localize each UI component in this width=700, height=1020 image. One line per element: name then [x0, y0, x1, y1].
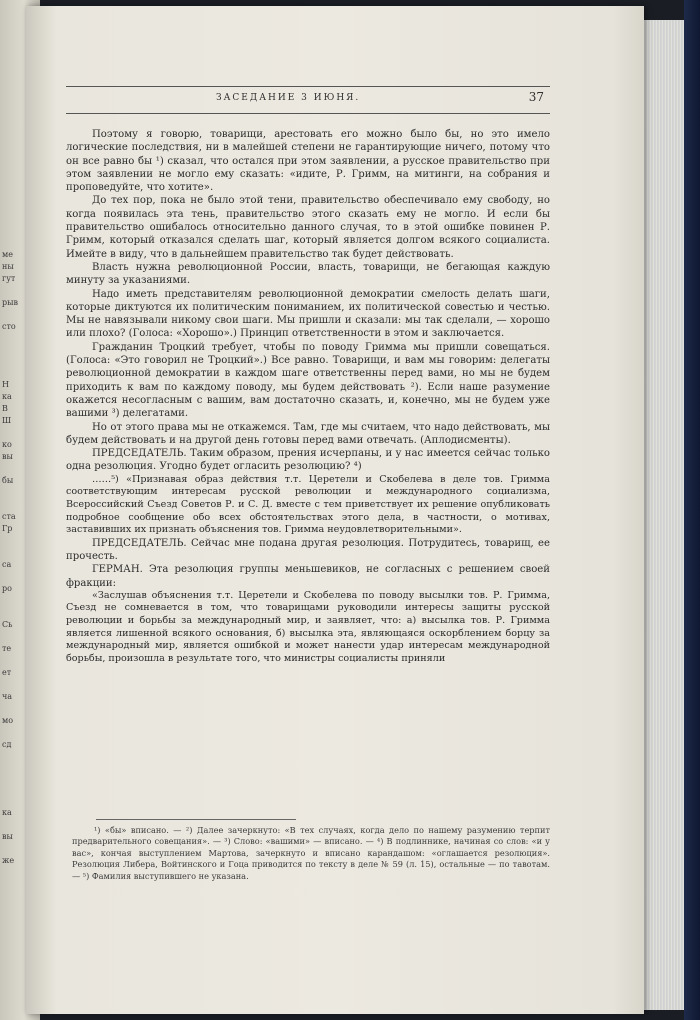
paragraph: ПРЕДСЕДАТЕЛЬ. Сейчас мне подана другая резолюция. Потрудитесь, товарищ, ее прочесть. — [66, 537, 550, 562]
left-page-fragment: мо — [2, 716, 14, 725]
left-page-fragment: ны — [2, 262, 14, 271]
left-page-fragment: сто — [2, 322, 16, 331]
body-text — [66, 128, 550, 665]
paragraph: ГЕРМАН. Эта резолюция группы меньшевиков, не согласных с решением своей фракции: — [66, 564, 550, 589]
left-page-fragment: ста — [2, 512, 16, 521]
footnote-divider — [96, 819, 296, 820]
page-edge — [640, 20, 684, 1010]
left-page-fragment: Сь — [2, 620, 13, 629]
left-page-fragment: са — [2, 560, 12, 569]
resolution-paragraph: ……⁵) «Признавая образ действия т.т. Церетели и Скобелева в деле тов. Гримма соответствующим интересам русской революции и международного социализма, Всероссийский Съезд Советов Р. и С. Д. вместе с тем приветствует их решение опубликовать подробное сообщение обо всех обстоятельствах этого дела, в частности, о мотивах, заставивших их признать объяснения тов. Гримма неудовлетворительными». — [66, 473, 550, 536]
left-page-fragment: ко — [2, 440, 12, 449]
book-binding — [684, 0, 700, 1020]
left-page-fragment: же — [2, 856, 15, 865]
paragraph: Надо иметь представителям революционной демократии смелость делать шаги, которые диктуются их политическим пониманием, их политической совестью и честью. Мы не навязывали никому свои шаги. Мы пришли и сказали: мы так сделали, — хорошо или плохо? (Голоса: «Хорошо».) Принцип ответственности в этом и заключается. — [66, 288, 550, 340]
left-page-fragment: Гр — [2, 524, 13, 533]
paragraph: Гражданин Троцкий требует, чтобы по поводу Гримма мы пришли совещаться. (Голоса: «Это говорил не Троцкий».) Все равно. Товарищи, и вам мы говорим: делегаты революционной демократии в каждом шаге ответственны перед вами, но мы не будем приходить к вам по каждому поводу, мы будем действовать ²). Если наше разумение окажется несогласным с вашим, вам достаточно сказать, и, конечно, мы не будем уже вашими ³) делегатами. — [66, 341, 550, 420]
paragraph: Поэтому я говорю, товарищи, арестовать его можно было бы, но это имело логические последствия, ни в малейшей степени не гарантирующие ничего, потому что он все равно бы ¹) сказал, что остался при этом заявлении, а русское правительство при этом заявлении не могло ему сказать: «идите, Р. Гримм, на митинги, на собрания и проповедуйте, что хотите». — [66, 129, 550, 194]
left-page-fragment: вы — [2, 452, 13, 461]
book-page — [26, 6, 644, 1014]
left-page-fragment: бы — [2, 476, 14, 485]
left-page-fragment: вы — [2, 832, 13, 841]
paragraph: Власть нужна революционной России, власть, товарищи, не бегающая каждую минуту за указаниями. — [66, 261, 550, 287]
left-page-fragment: В — [2, 404, 8, 413]
footnotes — [72, 825, 550, 882]
left-page-fragment: сд — [2, 740, 12, 749]
left-page-fragment: ро — [2, 584, 12, 593]
left-page-fragment: Ш — [2, 416, 12, 425]
left-page-fragment: ча — [2, 692, 13, 701]
left-page-fragment: рыв — [2, 298, 18, 307]
left-page-fragment: Н — [2, 380, 9, 389]
left-page-fragment: ка — [2, 808, 12, 817]
paragraph: ПРЕДСЕДАТЕЛЬ. Таким образом, прения исчерпаны, и у нас имеется сейчас только одна резолюция. Угодно будет огласить резолюцию? ⁴) — [66, 448, 550, 473]
paragraph: Но от этого права мы не откажемся. Там, где мы считаем, что надо действовать, мы будем действовать и на другой день готовы перед вами отвечать. (Аплодисменты). — [66, 421, 550, 446]
paragraph: До тех пор, пока не было этой тени, правительство обеспечивало ему свободу, но когда появилась эта тень, правительство этого сказать ему не могло. И если бы правительство ошибалось относительно данного случая, то в этой ошибке повинен Р. Гримм, который отказался сделать шаг, который является долгом всякого социалиста. Имейте в виду, что в дальнейшем правительство так будет действовать. — [66, 195, 550, 260]
left-page-fragment: ме — [2, 250, 13, 259]
running-header — [66, 86, 550, 114]
left-page-fragment: ет — [2, 668, 12, 677]
footnote-text: ¹) «бы» вписано. — ²) Далее зачеркнуто: «В тех случаях, когда дело по нашему разумению терпит предварительного совещания». — ³) Слово: «вашими» — вписано. — ⁴) В подлиннике, начиная со слов: «и у вас», кончая выступлением Мартова, зачеркнуто и вписано карандашом: «оглашается резолюция». Резолюция Либера, Войтинского и Гоца приводится по тексту в деле № 59 (л. 15), остальные — по тавотам. — ⁵) Фамилия выступившего не указана. — [72, 825, 550, 881]
resolution-paragraph: «Заслушав объяснения т.т. Церетели и Скобелева по поводу высылки тов. Р. Гримма, Съезд не сомневается в том, что товарищами руководили интересы защиты русской революции и борьбы за международный мир, и заявляет, что: а) высылка тов. Р. Гримма является лишенной всякого основания, б) высылка эта, являющаяся оскорблением борцу за международный мир, является ошибкой и может нанести удар интересам международной борьбы, произошла в результате того, что министры социалисты приняли — [66, 589, 550, 664]
left-page-fragment: гут — [2, 274, 16, 283]
page-number: 37 — [528, 90, 544, 104]
left-page-fragment: ка — [2, 392, 12, 401]
header-title: ЗАСЕДАНИЕ 3 ИЮНЯ. — [216, 93, 361, 103]
left-page-fragment: те — [2, 644, 12, 653]
